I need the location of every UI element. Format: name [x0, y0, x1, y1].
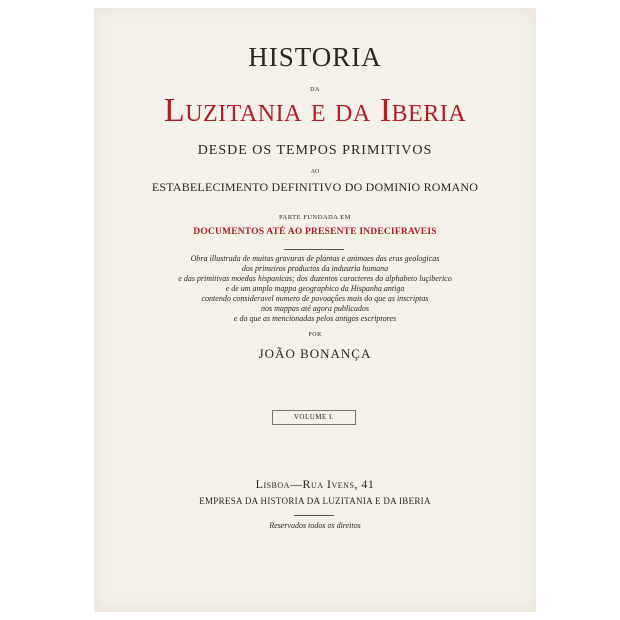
description-line: e do que as mencionadas pelos antigos escriptores: [233, 314, 397, 323]
title-main: HISTORIA: [248, 42, 382, 72]
divider-rule: [294, 515, 334, 516]
description-line: e das primitivas moedas hispanicas; dos duzentos caracteres do alphabeto luçiberico: [178, 274, 452, 283]
description-line: e de um amplo mappa geographico da Hispanha antiga: [225, 284, 405, 293]
title-page: [94, 8, 536, 612]
description-line: nos mappas até agora publicados: [261, 304, 369, 313]
parte-fundada: PARTE FUNDADA EM: [278, 214, 352, 221]
description-line: contendo consideravel numero de povoações mais do que as inscriptas: [201, 294, 429, 303]
title-red: Luzitania e da Iberia: [163, 92, 467, 129]
title-connector: DA: [310, 87, 320, 93]
subtitle-connector: AO: [310, 169, 320, 175]
por-label: POR: [308, 332, 322, 338]
author-name: JOÃO BONANÇA: [258, 346, 372, 361]
description-line: Obra illustrada de muitas gravuras de plantas e animaes das eras geologicas: [190, 254, 440, 263]
description-line: dos primeiros productos da industria humana: [241, 264, 389, 273]
subtitle-line-1: DESDE OS TEMPOS PRIMITIVOS: [197, 143, 433, 158]
imprint-city: Lisboa—Rua Ivens, 41: [255, 477, 375, 491]
divider-rule: [284, 249, 344, 250]
imprint-publisher: EMPRESA DA HISTORIA DA LUZITANIA E DA IBERIA: [199, 496, 431, 506]
volume-label: VOLUME I.: [272, 410, 356, 425]
subtitle-line-2: ESTABELECIMENTO DEFINITIVO DO DOMINIO ROMANO: [151, 180, 479, 194]
documentos-line: DOCUMENTOS ATÉ AO PRESENTE INDECIFRAVEIS: [193, 227, 437, 237]
rights-notice: Reservados todos os direitos: [269, 521, 361, 530]
